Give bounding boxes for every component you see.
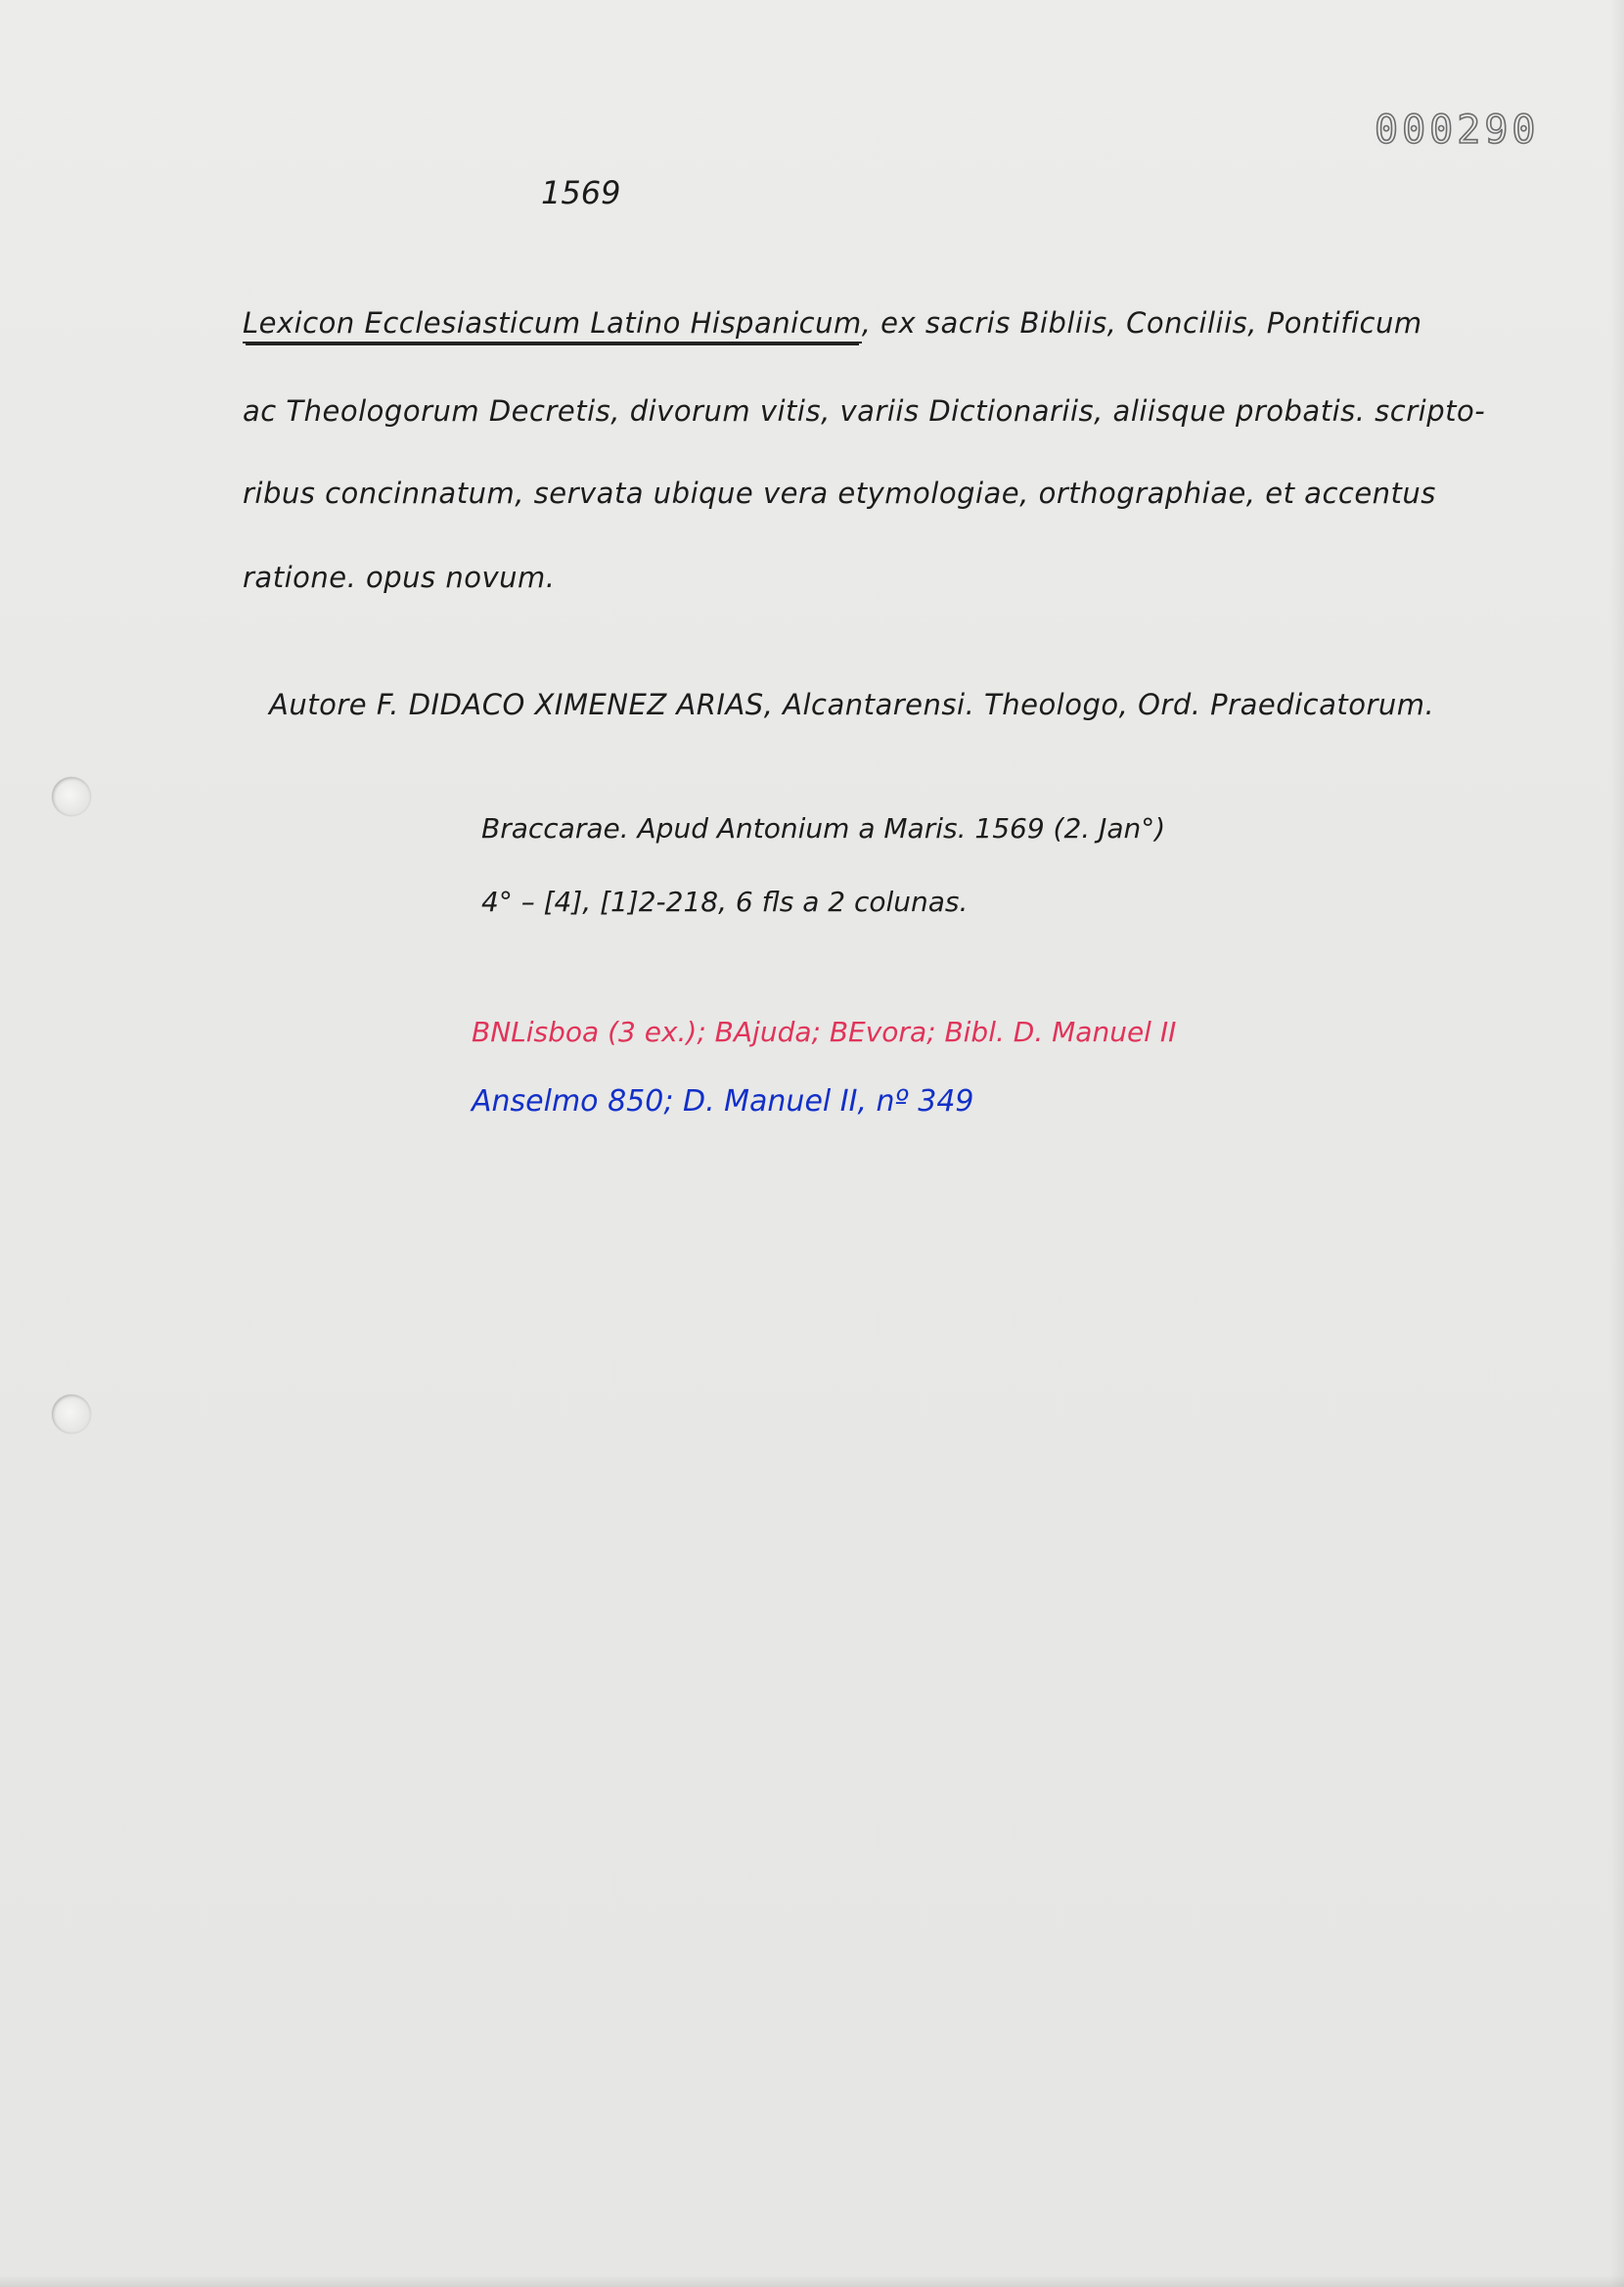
holdings-note: BNLisboa (3 ex.); BAjuda; BEvora; Bibl. D. Manuel II [472,1016,1177,1048]
title-underlined: Lexicon Ecclesiasticum Latino Hispanicum [243,306,862,343]
page-right-edge [1610,0,1624,2287]
author-line: Autore F. DIDACO XIMENEZ ARIAS, Alcantarensi. Theologo, Ord. Praedicatorum. [269,688,1435,721]
references-note: Anselmo 850; D. Manuel II, nº 349 [472,1084,974,1119]
title-line-1-rest: , ex sacris Bibliis, Conciliis, Pontificum [861,306,1422,340]
title-line-4: ratione. opus novum. [243,561,556,594]
archive-stamp-number: 000290 [1375,108,1540,153]
title-line-1 [243,306,1422,340]
punch-hole-top [52,777,91,816]
punch-hole-bottom [52,1395,91,1434]
title-line-3: ribus concinnatum, servata ubique vera etymologiae, orthographiae, et accentus [243,477,1436,510]
imprint-line: Braccarae. Apud Antonium a Maris. 1569 (2. Jan°) [481,812,1166,845]
publication-year: 1569 [541,174,621,211]
title-line-2: ac Theologorum Decretis, divorum vitis, variis Dictionariis, aliisque probatis. scripto- [243,394,1486,428]
page-bottom-edge [0,2275,1624,2287]
collation-line: 4° – [4], [1]2-218, 6 fls a 2 colunas. [481,886,969,918]
